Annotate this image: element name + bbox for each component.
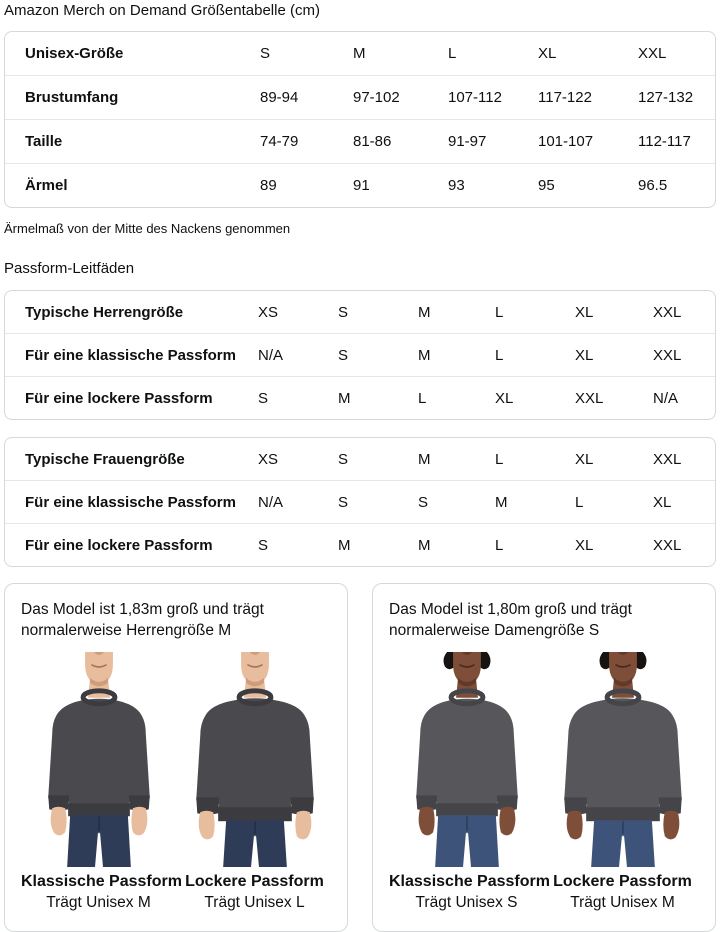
size-value: M [418, 536, 431, 554]
size-value: XXL [653, 536, 682, 554]
classic-fit-figure [21, 652, 182, 912]
size-value: XXL [653, 450, 682, 468]
unisex-size-table [4, 31, 716, 208]
size-value: 91 [353, 177, 370, 194]
row-label: Für eine klassische Passform [25, 346, 236, 364]
size-value: M [495, 493, 508, 511]
size-value: 101-107 [538, 133, 594, 150]
size-value: S [258, 536, 269, 554]
size-value: L [418, 389, 427, 407]
row-label: Typische Herrengröße [25, 303, 184, 321]
size-column-header: S [260, 45, 271, 62]
table-row [5, 163, 715, 207]
size-value: N/A [258, 346, 284, 364]
size-value: 107-112 [448, 89, 502, 106]
size-value: 95 [538, 177, 555, 194]
size-value: XL [653, 493, 672, 511]
size-value: S [338, 493, 349, 511]
size-value: M [338, 389, 351, 407]
size-value: M [338, 536, 351, 554]
row-label: Typische Frauengröße [25, 450, 185, 468]
model-photo-classic-female [400, 652, 534, 867]
classic-fit-figure [389, 652, 550, 912]
table-row [5, 75, 715, 119]
size-column-header: XL [538, 45, 557, 62]
size-value: L [495, 303, 504, 321]
size-value: XXL [653, 303, 682, 321]
row-label: Für eine lockere Passform [25, 536, 213, 554]
size-value: XL [495, 389, 514, 407]
loose-fit-figure [546, 652, 699, 912]
loose-fit-figure [178, 652, 331, 912]
row-label: Taille [25, 133, 63, 150]
table-row [5, 291, 715, 333]
size-worn-label: Trägt Unisex M [46, 894, 151, 911]
mens-fit-table [4, 290, 716, 420]
size-value: 97-102 [353, 89, 400, 106]
size-value: N/A [653, 389, 679, 407]
fit-label: Lockere Passform [185, 873, 324, 890]
size-value: S [338, 450, 349, 468]
size-worn-label: Trägt Unisex S [415, 894, 518, 911]
size-value: 93 [448, 177, 465, 194]
row-label: Ärmel [25, 177, 68, 194]
sleeve-measurement-note: Ärmelmaß von der Mitte des Nackens genommen [4, 221, 291, 236]
table-row [5, 438, 715, 480]
fit-label: Lockere Passform [553, 873, 692, 890]
size-value: L [575, 493, 584, 511]
size-column-header: XXL [638, 45, 667, 62]
size-value: N/A [258, 493, 284, 511]
size-value: XXL [653, 346, 682, 364]
size-column-header: L [448, 45, 457, 62]
table-row [5, 119, 715, 163]
model-caption: Das Model ist 1,83m groß und trägt normalerweise Herrengröße M [21, 601, 264, 639]
size-value: M [418, 303, 431, 321]
model-photo-classic-male [32, 652, 166, 867]
size-worn-label: Trägt Unisex M [570, 894, 675, 911]
model-photo-loose-female [556, 652, 690, 867]
table-row [5, 480, 715, 523]
row-label: Für eine lockere Passform [25, 389, 213, 407]
model-caption: Das Model ist 1,80m groß und trägt normalerweise Damengröße S [389, 601, 632, 639]
size-value: XS [258, 450, 279, 468]
row-label: Brustumfang [25, 89, 119, 106]
size-value: 81-86 [353, 133, 392, 150]
size-value: M [418, 450, 431, 468]
size-value: 89 [260, 177, 277, 194]
size-value: XL [575, 303, 594, 321]
mens-model-card [4, 583, 348, 932]
fit-label: Klassische Passform [389, 873, 550, 890]
size-value: XL [575, 450, 594, 468]
model-photo-loose-male [188, 652, 322, 867]
size-value: L [495, 346, 504, 364]
fit-guides-heading: Passform-Leitfäden [4, 260, 135, 277]
row-label: Für eine klassische Passform [25, 493, 236, 511]
size-value: S [338, 346, 349, 364]
size-value: M [418, 346, 431, 364]
size-value: S [258, 389, 269, 407]
fit-label: Klassische Passform [21, 873, 182, 890]
size-value: 127-132 [638, 89, 694, 106]
size-value: S [338, 303, 349, 321]
size-value: 91-97 [448, 133, 487, 150]
size-value: 89-94 [260, 89, 299, 106]
size-value: L [495, 536, 504, 554]
size-column-header: M [353, 45, 366, 62]
row-label: Unisex-Größe [25, 45, 124, 62]
womens-fit-table [4, 437, 716, 567]
size-value: 117-122 [538, 89, 592, 106]
page-title: Amazon Merch on Demand Größentabelle (cm) [4, 2, 320, 19]
model-cards [4, 583, 716, 932]
size-value: XL [575, 536, 594, 554]
size-worn-label: Trägt Unisex L [204, 894, 305, 911]
table-header-row [5, 32, 715, 75]
womens-model-card [372, 583, 716, 932]
table-row [5, 376, 715, 419]
table-row [5, 523, 715, 566]
size-value: XL [575, 346, 594, 364]
table-row [5, 333, 715, 376]
size-value: XS [258, 303, 279, 321]
size-value: L [495, 450, 504, 468]
size-value: 112-117 [638, 133, 691, 150]
size-value: XXL [575, 389, 604, 407]
size-value: 96.5 [638, 177, 668, 194]
size-value: 74-79 [260, 133, 299, 150]
size-value: S [418, 493, 429, 511]
